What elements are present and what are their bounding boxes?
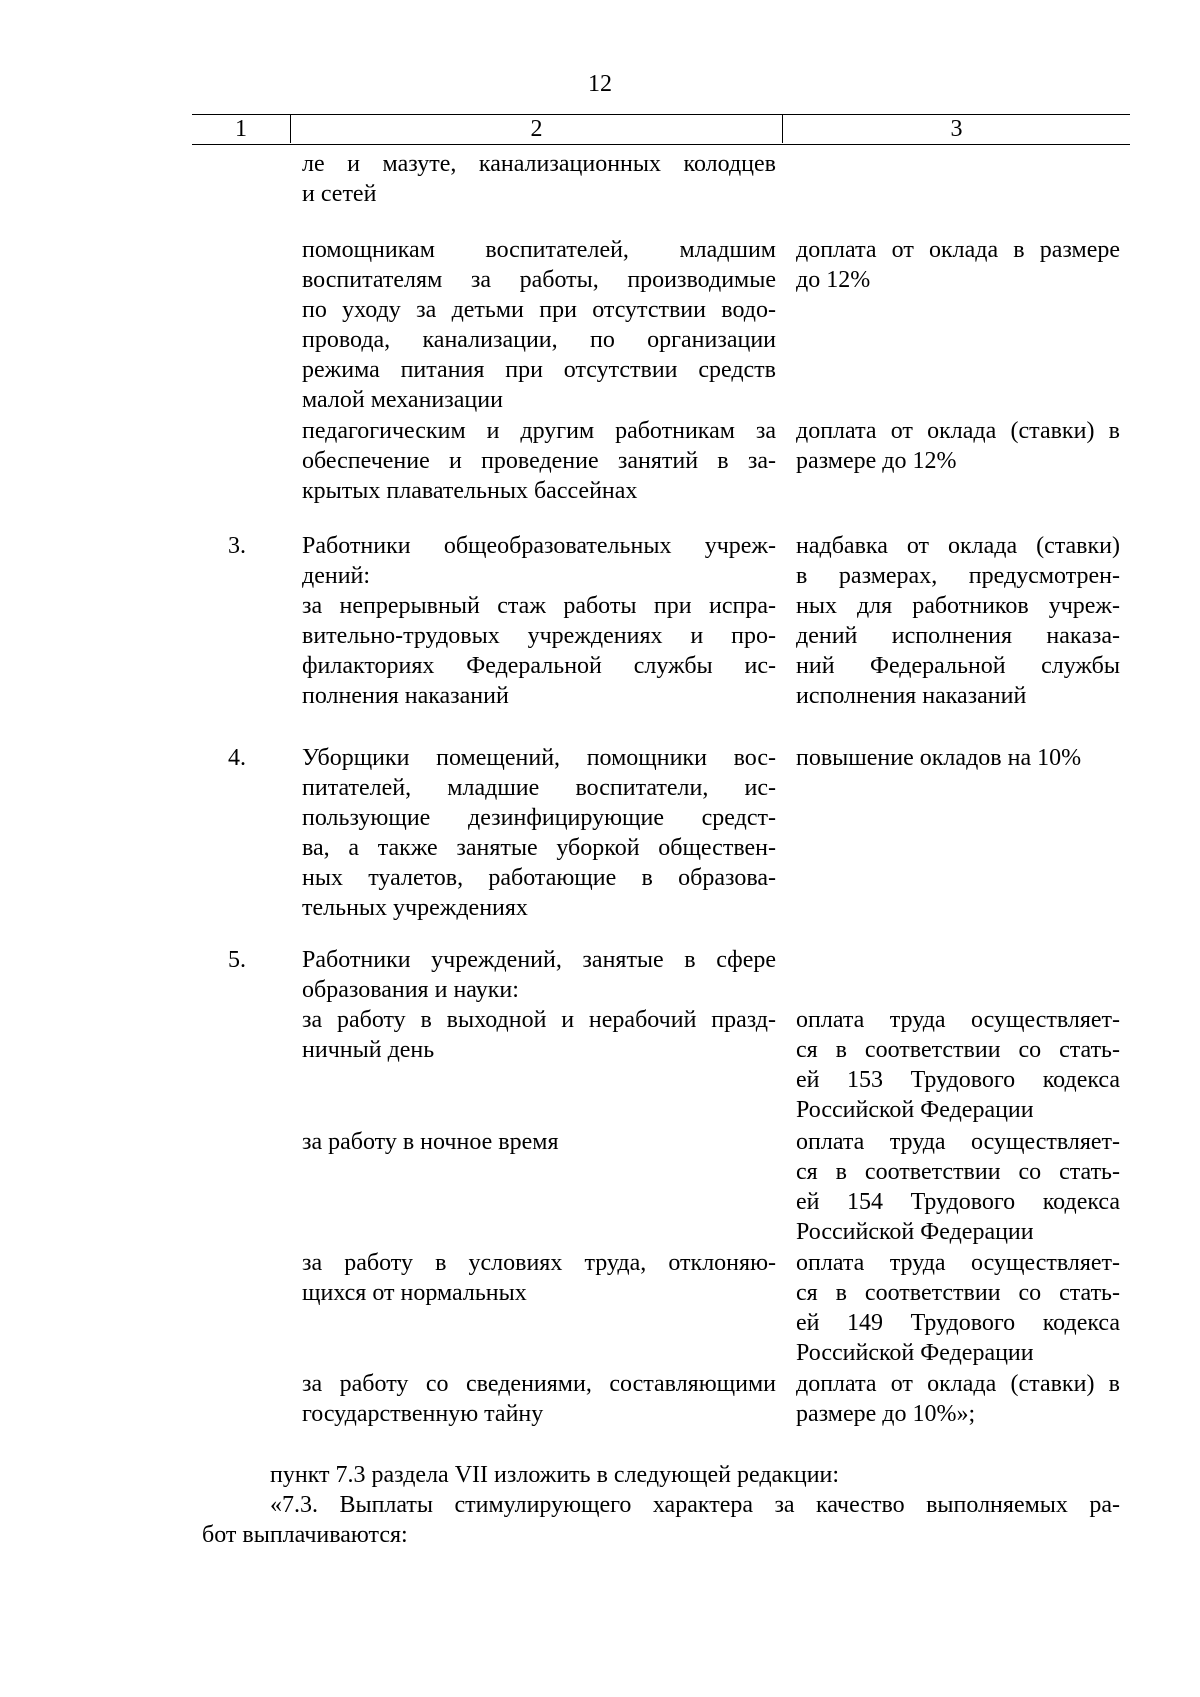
cell-description-line: за работу в выходной и нерабочий празд- xyxy=(302,1007,776,1033)
cell-payment-line: ний Федеральной службы xyxy=(796,653,1120,679)
cell-payment-line: Российской Федерации xyxy=(796,1219,1034,1245)
cell-payment-line: в размерах, предусмотрен- xyxy=(796,563,1120,589)
cell-description-line: образования и науки: xyxy=(302,977,519,1003)
cell-description-line: режима питания при отсутствии средств xyxy=(302,357,776,383)
cell-payment-line: ей 154 Трудового кодекса xyxy=(796,1189,1120,1215)
cell-payment-line: до 12% xyxy=(796,267,871,293)
cell-payment-line: доплата от оклада (ставки) в xyxy=(796,1371,1120,1397)
closing-line: «7.3. Выплаты стимулирующего характера за качество выполняемых ра- xyxy=(270,1492,1120,1518)
cell-description-line: питателей, младшие воспитатели, ис- xyxy=(302,775,776,801)
cell-payment-line: ей 149 Трудового кодекса xyxy=(796,1310,1120,1336)
cell-description-line: ва, а также занятые уборкой обществен- xyxy=(302,835,776,861)
cell-description-line: тельных учреждениях xyxy=(302,895,528,921)
cell-description-line: малой механизации xyxy=(302,387,503,413)
cell-description-line: филакториях Федеральной службы ис- xyxy=(302,653,776,679)
cell-description-line: за работу со сведениями, составляющими xyxy=(302,1371,776,1397)
row-number: 4. xyxy=(228,745,246,771)
cell-payment-line: оплата труда осуществляет- xyxy=(796,1007,1120,1033)
cell-description-line: крытых плавательных бассейнах xyxy=(302,478,638,504)
cell-payment-line: ся в соответствии со стать- xyxy=(796,1280,1120,1306)
cell-payment-line: ных для работников учреж- xyxy=(796,593,1120,619)
cell-description-line: дений: xyxy=(302,563,371,589)
closing-line: бот выплачиваются: xyxy=(202,1522,408,1548)
cell-payment-line: ей 153 Трудового кодекса xyxy=(796,1067,1120,1093)
cell-payment-line: ся в соответствии со стать- xyxy=(796,1037,1120,1063)
cell-payment-line: Российской Федерации xyxy=(796,1340,1034,1366)
header-cell-2: 2 xyxy=(290,115,782,143)
table-header xyxy=(192,114,1130,145)
cell-payment-line: размере до 10%»; xyxy=(796,1401,976,1427)
cell-payment-line: Российской Федерации xyxy=(796,1097,1034,1123)
cell-description-line: и сетей xyxy=(302,181,377,207)
cell-description-line: вительно-трудовых учреждениях и про- xyxy=(302,623,776,649)
cell-description-line: за работу в ночное время xyxy=(302,1129,559,1155)
cell-payment-line: доплата от оклада в размере xyxy=(796,237,1120,263)
row-number: 3. xyxy=(228,533,246,559)
row-number: 5. xyxy=(228,947,246,973)
cell-description-line: ле и мазуте, канализационных колодцев xyxy=(302,151,776,177)
closing-line: пункт 7.3 раздела VII изложить в следующей редакции: xyxy=(270,1462,840,1488)
header-cell-1: 1 xyxy=(235,116,247,142)
cell-description-line: за работу в условиях труда, отклоняю- xyxy=(302,1250,776,1276)
cell-description-line: Работники общеобразовательных учреж- xyxy=(302,533,776,559)
cell-description-line: провода, канализации, по организации xyxy=(302,327,776,353)
cell-description-line: ных туалетов, работающие в образова- xyxy=(302,865,776,891)
cell-payment-line: доплата от оклада (ставки) в xyxy=(796,418,1120,444)
cell-description-line: помощникам воспитателей, младшим xyxy=(302,237,776,263)
cell-description-line: ничный день xyxy=(302,1037,435,1063)
cell-description-line: Работники учреждений, занятые в сфере xyxy=(302,947,776,973)
cell-description-line: Уборщики помещений, помощники вос- xyxy=(302,745,776,771)
cell-description-line: полнения наказаний xyxy=(302,683,509,709)
cell-description-line: по уходу за детьми при отсутствии водо- xyxy=(302,297,776,323)
cell-payment-line: повышение окладов на 10% xyxy=(796,745,1082,771)
cell-description-line: педагогическим и другим работникам за xyxy=(302,418,776,444)
cell-payment-line: оплата труда осуществляет- xyxy=(796,1129,1120,1155)
cell-payment-line: дений исполнения наказа- xyxy=(796,623,1120,649)
cell-payment-line: размере до 12% xyxy=(796,448,957,474)
header-cell-3: 3 xyxy=(782,115,1130,143)
cell-payment-line: оплата труда осуществляет- xyxy=(796,1250,1120,1276)
cell-description-line: обеспечение и проведение занятий в за- xyxy=(302,448,776,474)
cell-payment-line: надбавка от оклада (ставки) xyxy=(796,533,1120,559)
cell-description-line: воспитателям за работы, производимые xyxy=(302,267,776,293)
cell-description-line: щихся от нормальных xyxy=(302,1280,527,1306)
page-number: 12 xyxy=(588,71,612,97)
cell-description-line: пользующие дезинфицирующие средст- xyxy=(302,805,776,831)
cell-description-line: за непрерывный стаж работы при испра- xyxy=(302,593,776,619)
cell-payment-line: исполнения наказаний xyxy=(796,683,1027,709)
cell-payment-line: ся в соответствии со стать- xyxy=(796,1159,1120,1185)
cell-description-line: государственную тайну xyxy=(302,1401,544,1427)
